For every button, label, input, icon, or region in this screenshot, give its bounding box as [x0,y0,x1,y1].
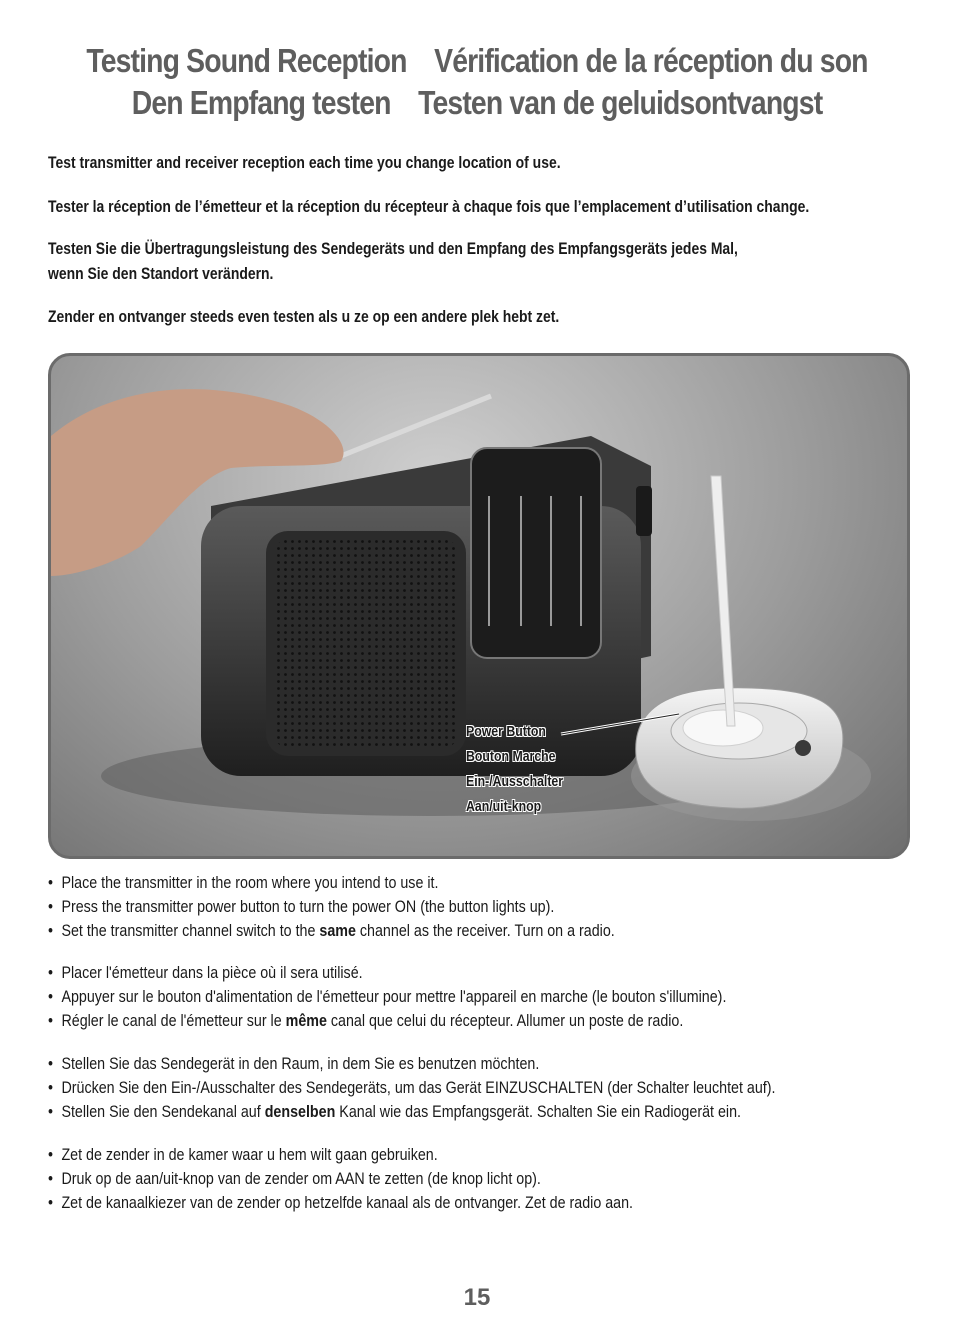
product-photo [48,353,910,859]
radio-speaker-grille [273,538,459,749]
intro-de [48,236,901,286]
callout-power-button-nl: Aan/uit-knop [466,798,542,815]
intro-en: Test transmitter and receiver reception each time you change location of use. [48,153,561,172]
bullet-text: Zet de zender in de kamer waar u hem wilt gaan gebruiken. [61,1145,438,1164]
bullet-text: Appuyer sur le bouton d'alimentation de l'émetteur pour mettre l'appareil en marche (le bouton s'illumine). [61,987,727,1006]
bullet-text: Set the transmitter channel switch to the [61,921,320,940]
radio-antenna [341,396,491,456]
bullet-item [48,895,922,919]
bullet-marker: • [48,963,54,982]
callout-power-button-fr: Bouton Marche [466,748,556,765]
bullet-text: Place the transmitter in the room where you intend to use it. [61,873,439,892]
bullet-item [48,1143,922,1167]
bullet-text-continued: canal que celui du récepteur. Allumer un poste de radio. [326,1011,684,1030]
page-number: 15 [463,1284,491,1311]
bullet-marker: • [48,1193,54,1212]
bullet-text: Drücken Sie den Ein-/Ausschalter des Sendegeräts, um das Gerät EINZUSCHALTEN (der Schalter leuchtet auf). [61,1078,776,1097]
page-title-row-1 [67,42,887,80]
bullet-text-continued: Kanal wie das Empfangsgerät. Schalten Sie ein Radiogerät ein. [335,1102,741,1121]
title-en: Testing Sound Reception [86,42,407,79]
intro-fr: Tester la réception de l’émetteur et la réception du récepteur à chaque fois que l’emplacement d’utilisation change. [48,197,810,216]
transmitter-channel-switch [795,740,811,756]
bullet-text: Druk op de aan/uit-knop van de zender om AAN te zetten (de knop licht op). [61,1169,541,1188]
bullet-list-de [48,1052,922,1124]
bullet-marker: • [48,987,54,1006]
bullet-marker: • [48,1145,54,1164]
bullet-marker: • [48,1102,54,1121]
bullet-item [48,1009,922,1033]
bullet-item [48,919,922,943]
bullet-emphasis: same [319,921,356,940]
bullet-list-en [48,871,922,943]
bullet-item [48,1191,922,1215]
intro-de-line-2: wenn Sie den Standort verändern. [48,264,274,283]
bullet-marker: • [48,1169,54,1188]
bullet-text: Placer l'émetteur dans la pièce où il sera utilisé. [61,963,363,982]
bullet-item [48,871,922,895]
bullet-list-fr [48,961,922,1033]
bullet-emphasis: denselben [264,1102,336,1121]
bullet-item [48,961,922,985]
bullet-text: Zet de kanaalkiezer van de zender op hetzelfde kanaal als de ontvanger. Zet de radio aan. [61,1193,634,1212]
bullet-marker: • [48,897,54,916]
transmitter-power-button [683,710,763,746]
bullet-text: Stellen Sie das Sendegerät in den Raum, in dem Sie es benutzen möchten. [61,1054,540,1073]
page-title-row-2 [67,84,887,122]
title-nl: Testen van de geluidsontvangst [418,84,823,121]
bullet-emphasis: même [285,1011,327,1030]
bullet-item [48,1052,922,1076]
bullet-marker: • [48,1011,54,1030]
bullet-text: Stellen Sie den Sendekanal auf [61,1102,265,1121]
radio-side-knob [636,486,652,536]
bullet-item [48,1167,922,1191]
callout-power-button-de: Ein-/Ausschalter [466,773,564,790]
title-de: Den Empfang testen [131,84,391,121]
bullet-text-continued: channel as the receiver. Turn on a radio. [355,921,615,940]
bullet-item [48,1076,922,1100]
bullet-marker: • [48,1054,54,1073]
bullet-marker: • [48,1078,54,1097]
callout-power-button-en: Power Button [466,723,546,740]
intro-de-line-1: Testen Sie die Übertragungsleistung des Sendegeräts und den Empfang des Empfangsgeräts jedes Mal, [48,239,738,258]
bullet-list-nl [48,1143,922,1215]
bullet-marker: • [48,873,54,892]
title-fr: Vérification de la réception du son [434,42,868,79]
intro-nl: Zender en ontvanger steeds even testen als u ze op een andere plek hebt zet. [48,307,560,326]
bullet-item [48,985,922,1009]
bullet-marker: • [48,921,54,940]
bullet-text: Régler le canal de l'émetteur sur le [61,1011,286,1030]
bullet-text: Press the transmitter power button to turn the power ON (the button lights up). [61,897,555,916]
bullet-item [48,1100,922,1124]
